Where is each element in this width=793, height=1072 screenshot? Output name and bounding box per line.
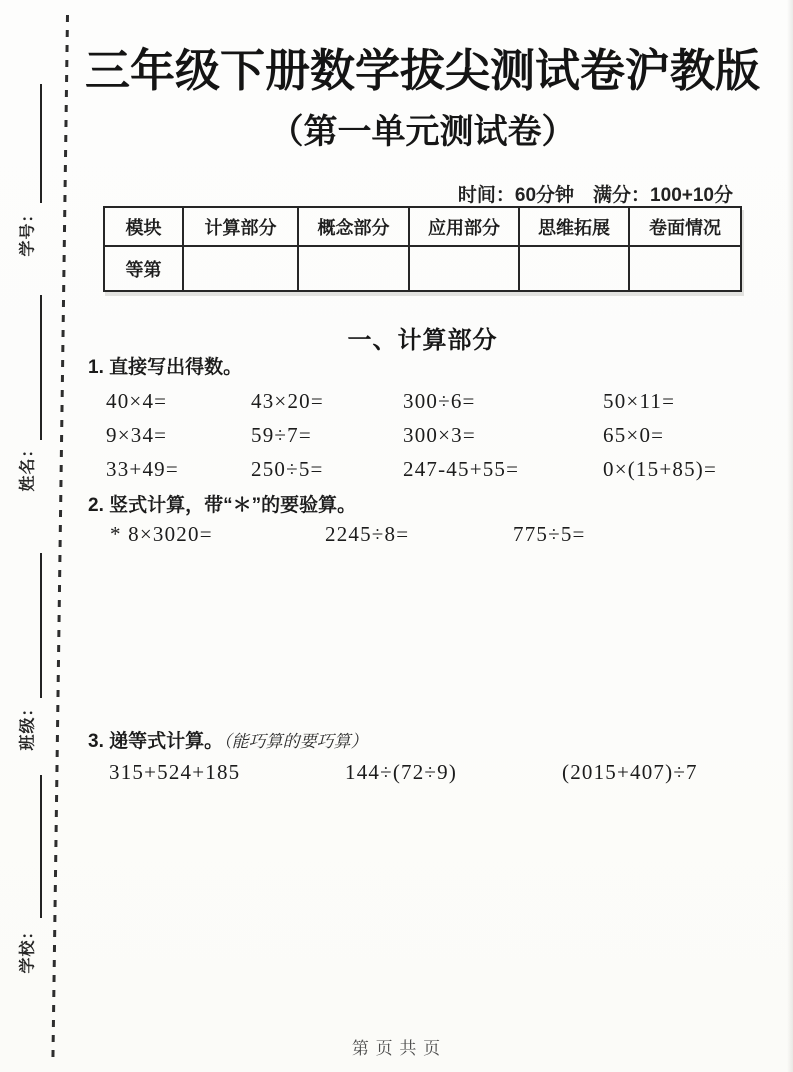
expression: 250÷5= <box>251 456 324 481</box>
expression: 65×0= <box>603 422 665 447</box>
expression: 300×3= <box>403 422 476 447</box>
name-label: 姓名： <box>19 440 37 492</box>
score-table-grade-cell <box>409 246 519 291</box>
problem-2-expressions <box>85 522 760 552</box>
score-table-grade-cell <box>629 246 741 291</box>
score-table-header-thinking: 思维拓展 <box>519 207 629 246</box>
expression: 247-45+55= <box>403 456 520 481</box>
expression: 59÷7= <box>251 422 312 447</box>
expression: 315+524+185 <box>109 760 241 784</box>
class-write-line <box>40 553 42 698</box>
paper-subtitle: （第一单元测试卷） <box>269 113 576 151</box>
problem-3-title: 3. 递等式计算。 <box>88 731 224 752</box>
student-id-label: 学号： <box>19 205 37 257</box>
problem-3-expressions <box>85 760 760 790</box>
expression: (2015+407)÷7 <box>562 760 698 784</box>
class-label: 班级： <box>19 699 37 751</box>
expression: 40×4= <box>106 388 168 413</box>
score-table-grade-cell <box>298 246 409 291</box>
paper-title: 三年级下册数学拔尖测试卷沪教版 <box>85 45 761 96</box>
school-field <box>0 920 54 976</box>
section-heading: 一、计算部分 <box>347 327 498 354</box>
time-score-info: 时间：60分钟 满分：100+10分 <box>457 185 733 206</box>
page-number-footer: 第 页 共 页 <box>351 1039 442 1058</box>
problem-3-note: （能巧算的要巧算） <box>223 732 368 752</box>
score-table-header-application: 应用部分 <box>409 207 519 246</box>
class-field <box>0 697 54 753</box>
expression: 300÷6= <box>403 388 476 413</box>
score-table <box>103 206 742 292</box>
student-id-write-line <box>40 84 42 203</box>
expression: 775÷5= <box>513 522 586 546</box>
problem-3-label <box>88 726 368 753</box>
score-table-header-neatness: 卷面情况 <box>629 207 741 246</box>
expression: 0×(15+85)= <box>603 456 718 481</box>
expression: 33+49= <box>106 456 179 481</box>
score-table-header-concept: 概念部分 <box>298 207 409 246</box>
expression: * 8×3020= <box>110 522 213 546</box>
name-field <box>0 438 54 494</box>
expression: 9×34= <box>106 422 168 447</box>
student-id-field <box>0 203 54 259</box>
expression: 50×11= <box>603 388 676 413</box>
scan-edge-artifact <box>787 0 793 1072</box>
problem-1-label: 1. 直接写出得数。 <box>88 357 243 378</box>
score-table-grade-cell <box>183 246 298 291</box>
score-table-grade-label: 等第 <box>104 246 183 291</box>
score-table-header-calculation: 计算部分 <box>183 207 298 246</box>
problem-2-label: 2. 竖式计算，带“＊”的要验算。 <box>88 495 357 516</box>
name-write-line <box>40 295 42 440</box>
expression: 43×20= <box>251 388 324 413</box>
score-table-header-module: 模块 <box>104 207 183 246</box>
school-label: 学校： <box>19 922 37 974</box>
cut-line-dashed-border <box>51 15 69 1063</box>
problem-1-expressions <box>106 384 756 486</box>
expression: 2245÷8= <box>325 522 410 546</box>
score-table-grade-cell <box>519 246 629 291</box>
expression: 144÷(72÷9) <box>345 760 458 784</box>
school-write-line <box>40 775 42 918</box>
